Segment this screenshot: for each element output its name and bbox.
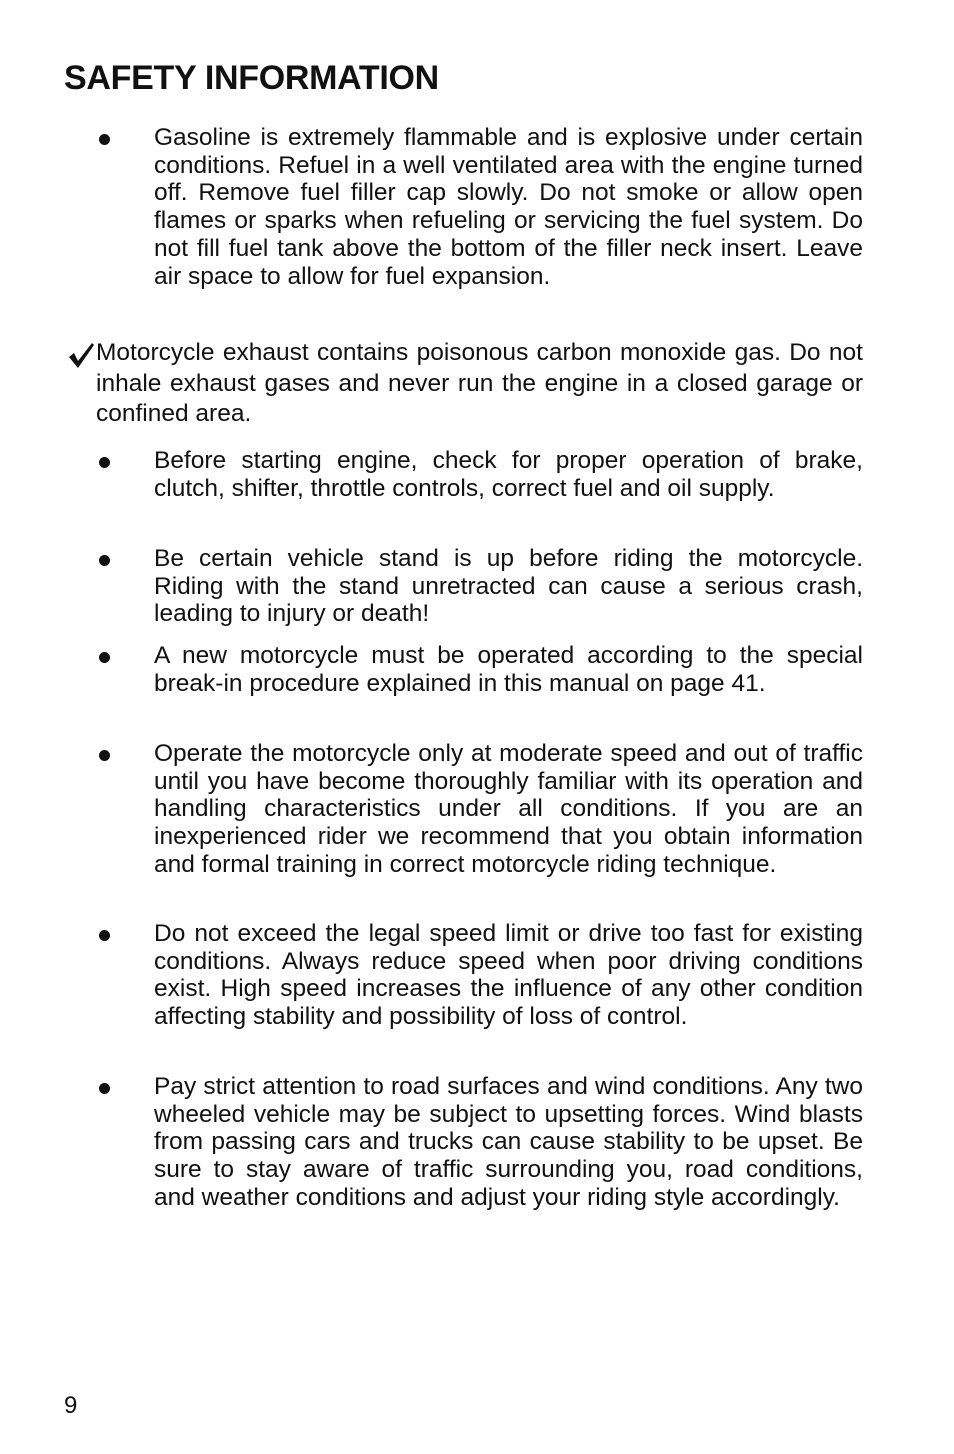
- bullet-icon: [99, 555, 110, 566]
- bullet-icon: [99, 652, 110, 663]
- list-item-text: Be certain vehicle stand is up before riding the motorcycle. Riding with the stand unretracted can cause a serious crash, leading to injury or death!: [154, 545, 863, 628]
- list-item-text: Do not exceed the legal speed limit or drive too fast for existing conditions. Always reduce speed when poor driving conditions exist. High speed increases the influence of any other condition affecting stability and possibility of loss of control.: [154, 920, 863, 1031]
- bullet-icon: [99, 457, 110, 468]
- list-item-text: Pay strict attention to road surfaces and wind conditions. Any two wheeled vehicle may be subject to upsetting forces. Wind blasts from passing cars and trucks can cause stability to be upset. Be sure to stay aware of traffic surrounding you, road conditions, and weather conditions and adjust your riding style accordingly.: [154, 1073, 863, 1211]
- note-text: Motorcycle exhaust contains poisonous carbon monoxide gas. Do not inhale exhaust gases and never run the engine in a closed garage or confined area.: [96, 339, 863, 427]
- list-item-text: Operate the motorcycle only at moderate speed and out of traffic until you have become thoroughly familiar with its operation and handling characteristics under all conditions. If you are an inexperienced rider we recommend that you obtain information and formal training in correct motorcycle riding technique.: [154, 740, 863, 878]
- list-item-text: Before starting engine, check for proper operation of brake, clutch, shifter, throttle controls, correct fuel and oil supply.: [154, 447, 863, 502]
- bullet-icon: [99, 930, 110, 941]
- list-item-text: A new motorcycle must be operated according to the special break-in procedure explained in this manual on page 41.: [154, 642, 863, 697]
- page-number: 9: [64, 1392, 78, 1419]
- list-item-text: Gasoline is extremely flammable and is explosive under certain conditions. Refuel in a well ventilated area with the engine turned off. Remove fuel filler cap slowly. Do not smoke or allow open flames or sparks when refueling or servicing the fuel system. Do not fill fuel tank above the bottom of the filler neck insert. Leave air space to allow for fuel expansion.: [154, 124, 863, 290]
- bullet-icon: [99, 750, 110, 761]
- bullet-icon: [99, 1083, 110, 1094]
- check-mark-icon: [66, 340, 96, 370]
- bullet-icon: [99, 134, 110, 145]
- page-title: SAFETY INFORMATION: [64, 59, 439, 97]
